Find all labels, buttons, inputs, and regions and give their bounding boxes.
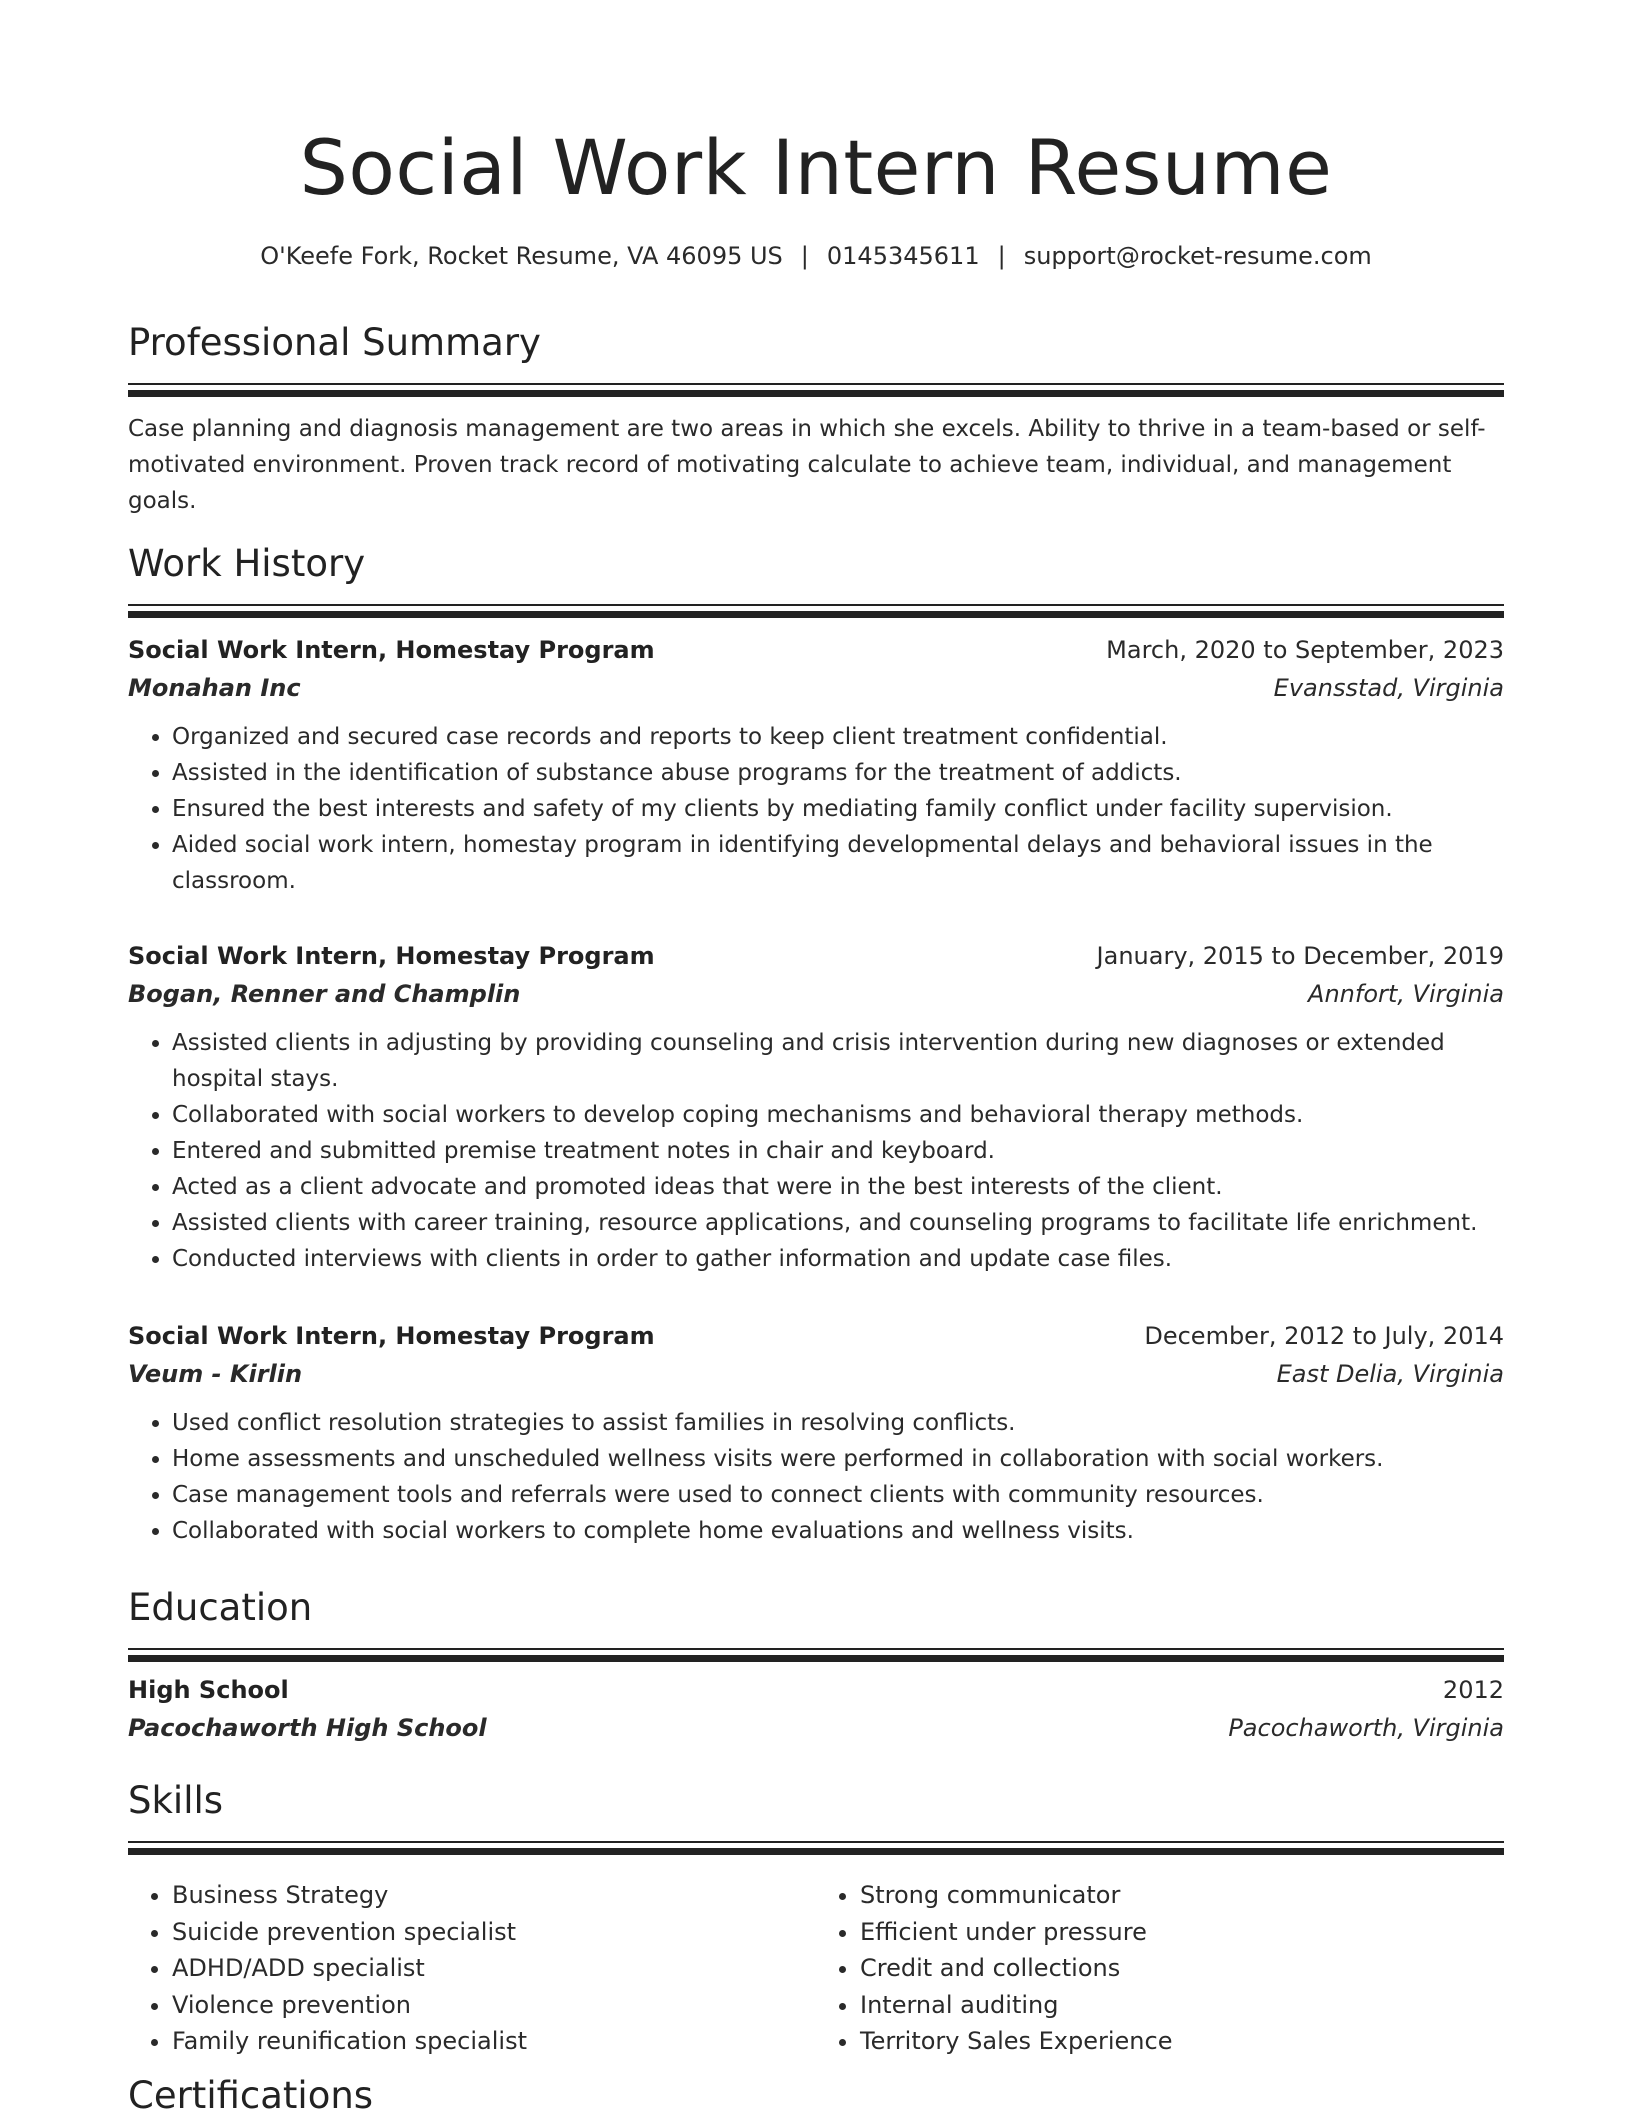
section-divider [128, 1648, 1504, 1662]
list-item: • Acted as a client advocate and promoted ideas that were in the best interests of the client. [172, 1169, 1504, 1205]
section-heading: Professional Summary [128, 321, 541, 364]
contact-separator: | [997, 242, 1006, 270]
job-bullets [128, 1025, 1504, 1277]
list-item: • Aided social work intern, homestay program in identifying developmental delays and behavioral issues in the classroom. [172, 827, 1504, 899]
education-school: Pacochaworth High School [128, 1714, 487, 1742]
section-heading: Certifications [128, 2074, 374, 2117]
job-dates: December, 2012 to July, 2014 [1144, 1322, 1504, 1350]
section-divider [128, 1841, 1504, 1855]
contact-phone: 0145345611 [826, 242, 980, 270]
job-entry [128, 937, 1504, 1277]
work-history-section [128, 538, 1504, 618]
job-title: Social Work Intern, Homestay Program [128, 1322, 655, 1350]
list-item: • Violence prevention [172, 1987, 816, 2024]
list-item: • Used conflict resolution strategies to assist families in resolving conflicts. [172, 1405, 1504, 1441]
education-section [128, 1582, 1504, 1662]
education-year: 2012 [1442, 1676, 1504, 1704]
list-item: • Family reunification specialist [172, 2023, 816, 2060]
skills-column-left [128, 1877, 816, 2060]
education-degree: High School [128, 1676, 289, 1704]
contact-address: O'Keefe Fork, Rocket Resume, VA 46095 US [260, 242, 783, 270]
job-entry [128, 631, 1504, 899]
summary-section [128, 317, 1504, 519]
section-divider [128, 604, 1504, 618]
job-company: Veum - Kirlin [128, 1360, 303, 1388]
list-item: • Suicide prevention specialist [172, 1914, 816, 1951]
list-item: • Strong communicator [860, 1877, 1504, 1914]
job-dates: March, 2020 to September, 2023 [1106, 636, 1504, 664]
skills-list [128, 1877, 1504, 2060]
resume-title: Social Work Intern Resume [299, 123, 1333, 212]
job-bullets [128, 1405, 1504, 1549]
list-item: • Internal auditing [860, 1987, 1504, 2024]
section-heading: Education [128, 1586, 313, 1629]
job-location: Annfort, Virginia [1308, 980, 1504, 1008]
section-divider [128, 383, 1504, 397]
list-item: • Ensured the best interests and safety of my clients by mediating family conflict under facility supervision. [172, 791, 1504, 827]
list-item: • Home assessments and unscheduled wellness visits were performed in collaboration with social workers. [172, 1441, 1504, 1477]
contact-separator: | [800, 242, 809, 270]
list-item: • Conducted interviews with clients in order to gather information and update case files. [172, 1241, 1504, 1277]
job-company: Bogan, Renner and Champlin [128, 980, 521, 1008]
list-item: • Efficient under pressure [860, 1914, 1504, 1951]
contact-email: support@rocket-resume.com [1023, 242, 1372, 270]
summary-text: Case planning and diagnosis management are two areas in which she excels. Ability to thrive in a team-based or self-motivated environment. Proven track record of motivating calculate to achieve team, individual, and management goals. [128, 416, 1486, 514]
job-bullets [128, 719, 1504, 899]
job-company: Monahan Inc [128, 674, 301, 702]
job-dates: January, 2015 to December, 2019 [1096, 942, 1504, 970]
skills-column-right [816, 1877, 1504, 2060]
list-item: • Collaborated with social workers to develop coping mechanisms and behavioral therapy methods. [172, 1097, 1504, 1133]
list-item: • Entered and submitted premise treatment notes in chair and keyboard. [172, 1133, 1504, 1169]
education-location: Pacochaworth, Virginia [1228, 1714, 1504, 1742]
section-heading: Skills [128, 1779, 224, 1822]
list-item: • Case management tools and referrals were used to connect clients with community resources. [172, 1477, 1504, 1513]
contact-line [128, 238, 1504, 274]
education-entry [128, 1671, 1504, 1747]
job-location: East Delia, Virginia [1276, 1360, 1504, 1388]
section-heading: Work History [128, 542, 366, 585]
job-entry [128, 1317, 1504, 1549]
list-item: • Assisted in the identification of substance abuse programs for the treatment of addicts. [172, 755, 1504, 791]
list-item: • Credit and collections [860, 1950, 1504, 1987]
certifications-section [128, 2070, 1504, 2122]
job-location: Evansstad, Virginia [1273, 674, 1504, 702]
list-item: • Assisted clients with career training, resource applications, and counseling programs to facilitate life enrichment. [172, 1205, 1504, 1241]
list-item: • Collaborated with social workers to complete home evaluations and wellness visits. [172, 1513, 1504, 1549]
list-item: • ADHD/ADD specialist [172, 1950, 816, 1987]
list-item: • Territory Sales Experience [860, 2023, 1504, 2060]
job-title: Social Work Intern, Homestay Program [128, 942, 655, 970]
list-item: • Business Strategy [172, 1877, 816, 1914]
skills-section [128, 1775, 1504, 2060]
job-title: Social Work Intern, Homestay Program [128, 636, 655, 664]
list-item: • Organized and secured case records and reports to keep client treatment confidential. [172, 719, 1504, 755]
list-item: • Assisted clients in adjusting by providing counseling and crisis intervention during new diagnoses or extended hospital stays. [172, 1025, 1504, 1097]
